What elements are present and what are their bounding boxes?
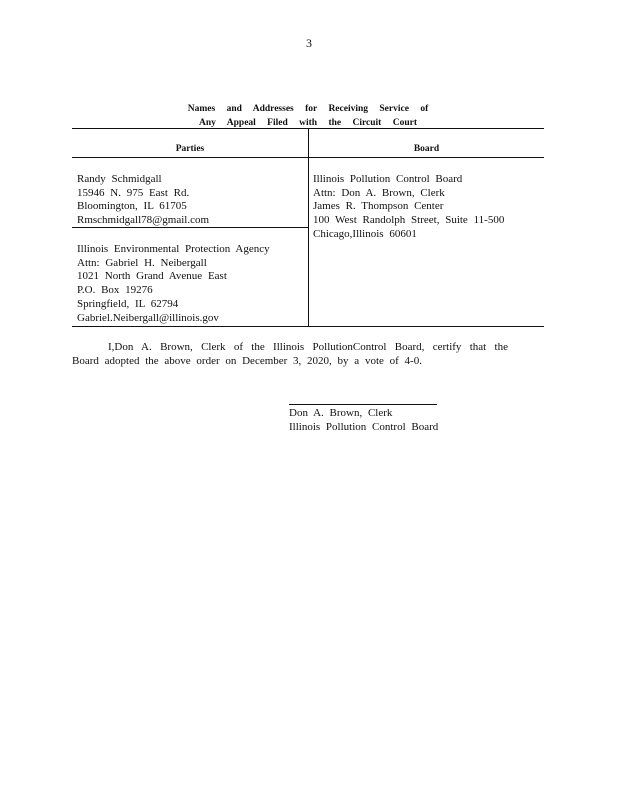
party-city: Bloomington, IL 61705 <box>77 200 187 213</box>
service-heading <box>72 102 544 130</box>
board-attention: Attn: Don A. Brown, Clerk <box>313 186 445 199</box>
service-heading-line-2: Any Appeal Filed with the Circuit Court <box>199 118 417 128</box>
signer-organization: Illinois Pollution Control Board <box>289 421 439 433</box>
party-email: Gabriel.Neibergall@illinois.gov <box>77 311 219 324</box>
board-building: James R. Thompson Center <box>313 200 444 213</box>
party-street: 1021 North Grand Avenue East <box>77 270 227 283</box>
party-email: Rmschmidgall78@gmail.com <box>77 214 210 227</box>
column-divider <box>308 129 309 326</box>
party-name: Randy Schmidgall <box>77 173 162 185</box>
header-rule <box>72 157 544 158</box>
board-name: Illinois Pollution Control Board <box>313 173 463 185</box>
party-attention: Attn: Gabriel H. Neibergall <box>77 256 207 269</box>
party-address-iepa <box>77 243 270 325</box>
party-po-box: P.O. Box 19276 <box>77 284 153 297</box>
board-street: 100 West Randolph Street, Suite 11-500 <box>313 214 505 227</box>
board-column-header: Board <box>413 144 440 154</box>
signer-name: Don A. Brown, Clerk <box>289 407 393 419</box>
signature-line <box>289 404 437 405</box>
service-address-table <box>72 128 544 327</box>
certification-paragraph: I,Don A. Brown, Clerk of the Illinois PollutionControl Board, certify that the Board adopted the above order on December 3, 2020, by a vote of 4-0. <box>72 341 508 367</box>
party-address-schmidgall <box>77 173 209 228</box>
signature-block <box>289 406 438 434</box>
board-address <box>313 173 504 242</box>
party-name: Illinois Environmental Protection Agency <box>77 243 270 255</box>
party-street: 15946 N. 975 East Rd. <box>77 186 190 199</box>
service-heading-line-1: Names and Addresses for Receiving Service of <box>187 104 429 114</box>
parties-column-header: Parties <box>175 144 205 154</box>
party-city: Springfield, IL 62794 <box>77 297 179 310</box>
page-number: 3 <box>306 36 312 50</box>
board-city: Chicago,Illinois 60601 <box>313 227 417 240</box>
